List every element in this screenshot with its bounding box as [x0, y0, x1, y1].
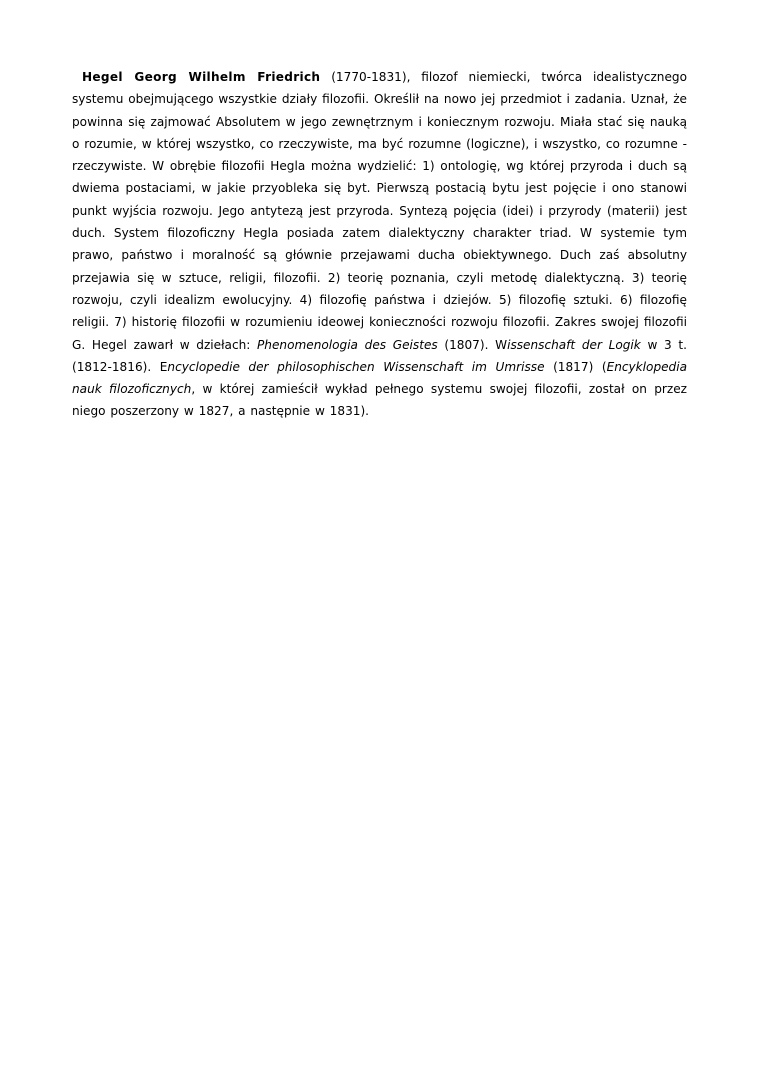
- work-title-encyclopedie: ncyclopedie der philosophischen Wissenschaft im Umrisse: [167, 359, 545, 374]
- entry-text-part-1: (1770-1831), filozof niemiecki, twórca idealistycznego systemu obejmującego wszystkie działy filozofii. Określił na nowo jej przedmiot i zadania. Uznał, że powinna się zajmować Absolutem w jego zewnętrznym i koniecznym rozwoju. Miała stać się nauką o rozumie, w której wszystko, co rzeczywiste, ma być rozumne (logiczne), i wszystko, co rozumne - rzeczywiste. W obrębie filozofii Hegla można wydzielić: 1) ontologię, wg której przyroda i duch są dwiema postaciami, w jakie przyobleka się byt. Pierwszą postacią bytu jest pojęcie i ono stanowi punkt wyjścia rozwoju. Jego antytezą jest przyroda. Syntezą pojęcia (idei) i przyrody (materii) jest duch. System filozoficzny Hegla posiada zatem dialektyczny charakter triad. W systemie tym prawo, państwo i moralność są głównie przejawami ducha obiektywnego. Duch zaś absolutny przejawia się w sztuce, religii, filozofii. 2) teorię poznania, czyli metodę dialektyczną. 3) teorię rozwoju, czyli idealizm ewolucyjny. 4) filozofię państwa i dziejów. 5) filozofię sztuki. 6) filozofię religii. 7) historię filozofii w rozumieniu ideowej konieczności rozwoju filozofii. Zakres swojej filozofii G. Hegel zawarł w dziełach:: [72, 70, 687, 352]
- encyclopedia-entry-paragraph: [72, 66, 687, 423]
- entry-text-part-2: (1807). W: [437, 337, 508, 352]
- work-title-logik: issenschaft der Logik: [507, 337, 641, 352]
- entry-text-part-5: , w której zamieścił wykład pełnego systemu swojej filozofii, został on przez niego poszerzony w 1827, a następnie w 1831).: [72, 382, 687, 419]
- entry-text-part-3: w 3 t. (1812-1816). E: [72, 337, 687, 374]
- entry-text-part-4: (1817) (: [544, 359, 607, 374]
- work-title-encyklopedia-polish: Encyklopedia nauk filozoficznych: [72, 359, 688, 397]
- entry-subject: Hegel Georg Wilhelm Friedrich: [82, 70, 321, 84]
- work-title-phenomenologia: Phenomenologia des Geistes: [257, 337, 438, 352]
